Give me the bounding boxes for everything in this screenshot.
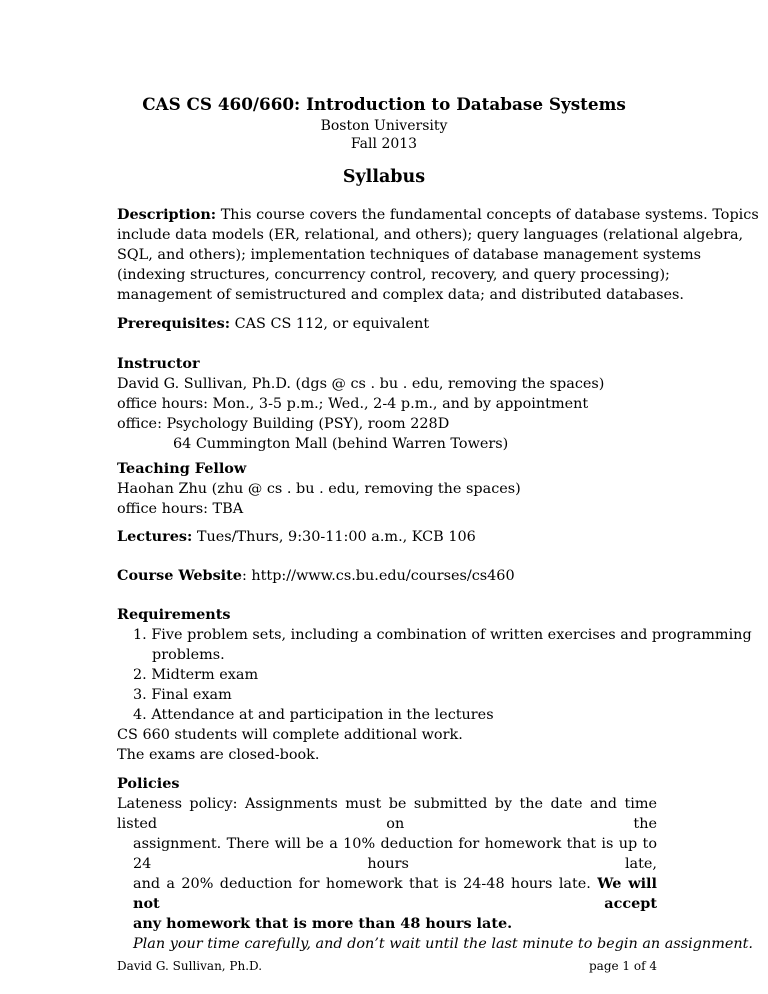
description-section	[117, 205, 759, 305]
prerequisites-text: CAS CS 112, or equivalent	[234, 316, 430, 332]
policy-line: and a 20% deduction for homework that is 24-48 hours late. We will not accept	[133, 875, 657, 912]
policy-line: Lateness policy: Assignments must be submitted by the date and time listed on the	[117, 796, 657, 832]
description-line: SQL, and others); implementation techniques of database management systems	[117, 247, 702, 263]
policy-line: assignment. There will be a 10% deduction for homework that is up to 24 hours late,	[133, 836, 657, 872]
policies-section	[117, 774, 753, 954]
description-label: Description:	[117, 206, 217, 223]
section-title: Syllabus	[342, 167, 426, 187]
requirement-item-continued: problems.	[152, 647, 225, 663]
teaching-fellow-section	[117, 459, 657, 519]
requirements-note: The exams are closed-book.	[117, 747, 320, 763]
teaching-fellow-heading: Teaching Fellow	[117, 460, 247, 477]
description-line: Description: This course covers the fundamental concepts of database systems. Topics	[117, 206, 759, 223]
instructor-heading: Instructor	[117, 355, 200, 372]
lectures-text: Tues/Thurs, 9:30-11:00 a.m., KCB 106	[196, 529, 476, 545]
description-line: management of semistructured and complex data; and distributed databases.	[117, 287, 684, 303]
term: Fall 2013	[350, 136, 418, 152]
policies-heading: Policies	[117, 775, 180, 792]
instructor-line: office hours: Mon., 3-5 p.m.; Wed., 2-4 p.m., and by appointment	[117, 396, 589, 412]
requirements-section	[117, 605, 752, 765]
requirements-heading: Requirements	[117, 606, 231, 623]
policy-line: Plan your time carefully, and don’t wait until the last minute to begin an assignment.	[133, 936, 753, 952]
description-line: (indexing structures, concurrency control, recovery, and query processing);	[117, 267, 670, 283]
requirement-item: 4. Attendance at and participation in the lectures	[133, 707, 494, 723]
requirement-item: 1. Five problem sets, including a combination of written exercises and programming	[133, 627, 752, 643]
instructor-line: office: Psychology Building (PSY), room 228D	[117, 416, 450, 432]
description-line: include data models (ER, relational, and others); query languages (relational algebra,	[117, 227, 744, 243]
policy-line: any homework that is more than 48 hours late.	[133, 915, 513, 932]
instructor-line: 64 Cummington Mall (behind Warren Towers)	[173, 436, 509, 452]
prerequisites	[117, 314, 657, 334]
course-website-url[interactable]: : http://www.cs.bu.edu/courses/cs460	[241, 568, 515, 584]
requirement-item: 2. Midterm exam	[133, 667, 259, 683]
footer-author: David G. Sullivan, Ph.D.	[117, 959, 263, 973]
instructor-line: David G. Sullivan, Ph.D. (dgs @ cs . bu . edu, removing the spaces)	[117, 376, 605, 392]
requirements-note: CS 660 students will complete additional work.	[117, 727, 463, 743]
teaching-fellow-line: office hours: TBA	[117, 501, 244, 517]
lectures	[117, 527, 657, 547]
teaching-fellow-line: Haohan Zhu (zhu @ cs . bu . edu, removing the spaces)	[117, 481, 521, 497]
prerequisites-label: Prerequisites:	[117, 315, 231, 332]
footer-page-number: page 1 of 4	[589, 959, 657, 973]
course-website	[117, 566, 657, 586]
university-name: Boston University	[320, 118, 448, 134]
document-title: CAS CS 460/660: Introduction to Database Systems	[142, 94, 626, 114]
course-website-label: Course Website	[117, 567, 242, 584]
lectures-label: Lectures:	[117, 528, 193, 545]
requirement-item: 3. Final exam	[133, 687, 232, 703]
instructor-section	[117, 354, 657, 454]
